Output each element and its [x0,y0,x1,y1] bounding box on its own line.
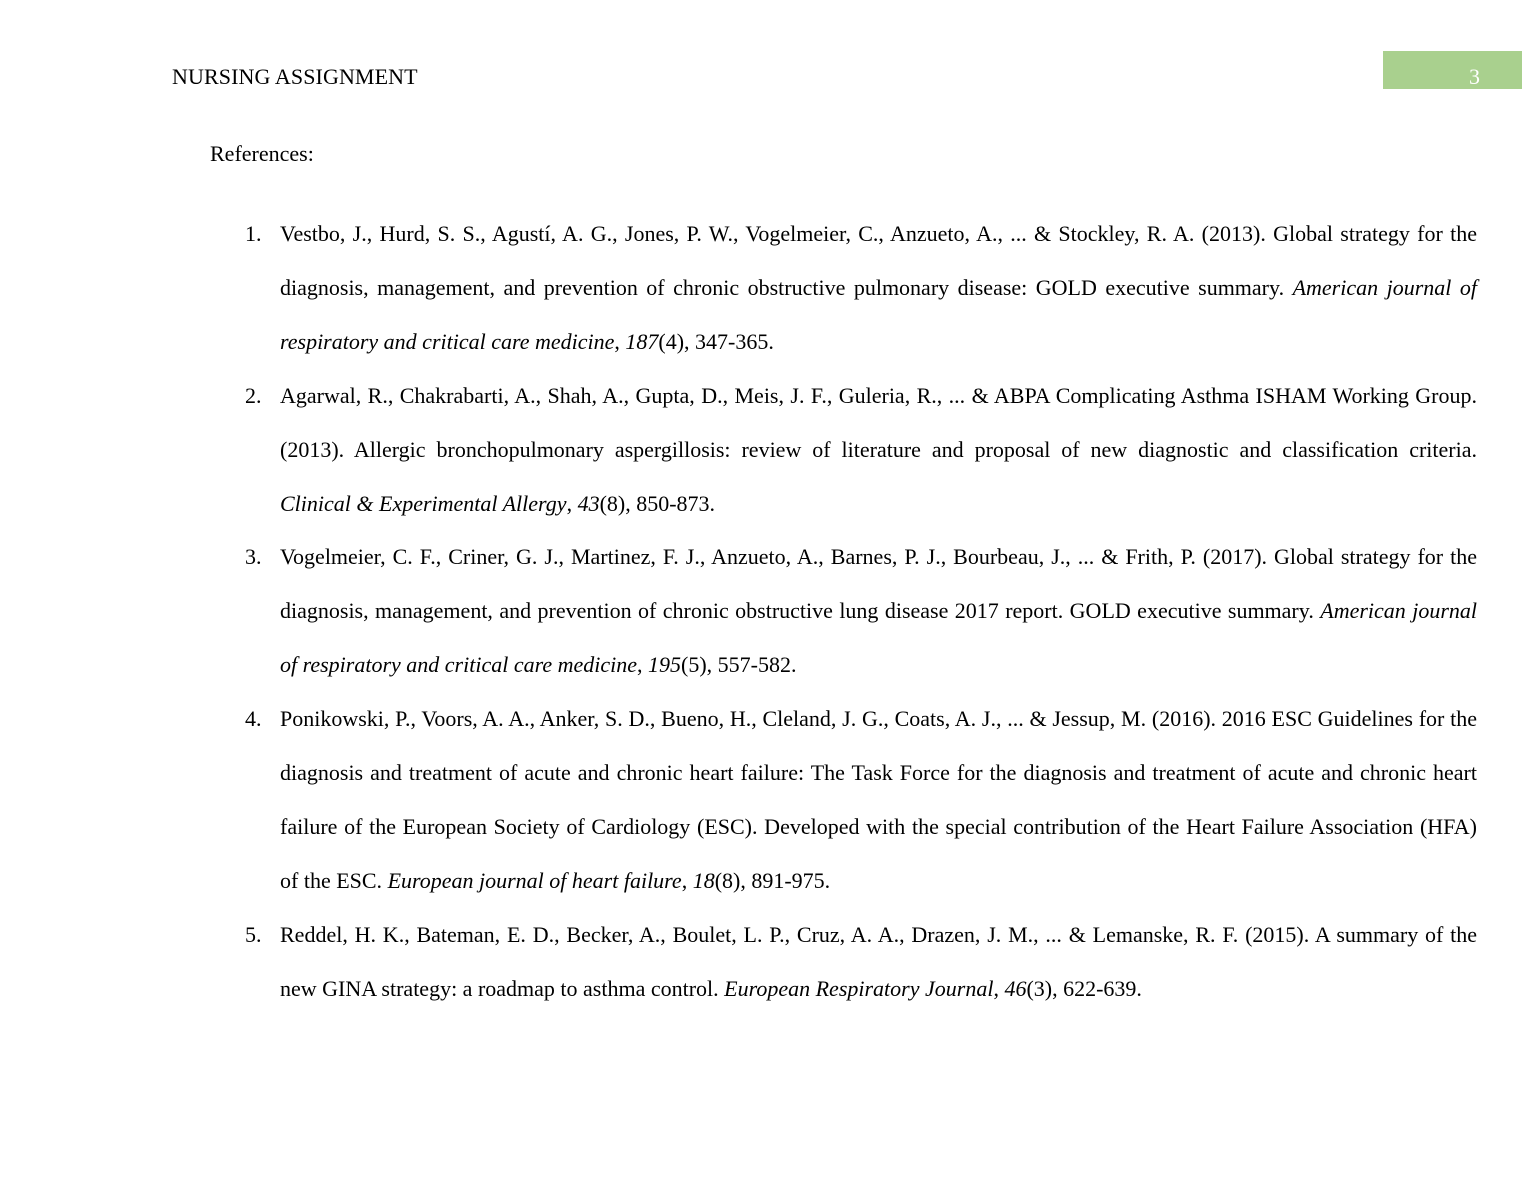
reference-authors-title: Reddel, H. K., Bateman, E. D., Becker, A., Boulet, L. P., Cruz, A. A., Drazen, J. M., ... & Lemanske, R. F. (2015). A summary of the new GINA strategy: a roadmap to asthma control. [280,921,1477,1001]
reference-volume: 43 [577,490,600,516]
references-heading: References: [210,141,314,166]
reference-journal: Clinical & Experimental Allergy [280,490,567,516]
reference-authors-title: Vogelmeier, C. F., Criner, G. J., Martinez, F. J., Anzueto, A., Barnes, P. J., Bourbeau, J., ... & Frith, P. (2017). Global strategy for the diagnosis, management, and prevention of chronic obstructive lung disease 2017 report. GOLD executive summary. [280,544,1477,624]
reference-authors-title: Vestbo, J., Hurd, S. S., Agustí, A. G., Jones, P. W., Vogelmeier, C., Anzueto, A., ... & Stockley, R. A. (2013). Global strategy for the diagnosis, management, and prevention of chronic obstructive pulmonary disease: GOLD executive summary. [280,221,1477,300]
reference-number: 2. [245,382,262,408]
reference-volume: 195 [648,652,682,678]
reference-journal: European Respiratory Journal [724,975,994,1001]
reference-issue-pages: (3), 622-639. [1026,975,1142,1001]
reference-journal: European journal of heart failure [387,867,682,893]
reference-separator: , [614,328,626,354]
reference-number: 1. [245,221,262,246]
reference-issue-pages: (8), 891-975. [714,867,831,893]
reference-authors-title: Ponikowski, P., Voors, A. A., Anker, S. D., Bueno, H., Cleland, J. G., Coats, A. J., ... & Jessup, M. (2016). 2016 ESC Guidelines for the diagnosis and treatment of acute and chronic heart failure: The Task Force for the diagnosis and treatment of acute and chronic heart failure of the European Society of Cardiology (ESC). Developed with the special contribution of the Heart Failure Association (HFA) of the ESC. [280,706,1477,893]
running-head: NURSING ASSIGNMENT [172,64,418,89]
reference-separator: , [993,975,1005,1001]
reference-list [245,207,1477,1016]
reference-item-3 [245,530,1477,692]
reference-separator: , [637,652,649,678]
reference-issue-pages: (8), 850-873. [599,490,716,516]
reference-item-1 [245,207,1477,369]
reference-item-2 [245,369,1477,531]
reference-item-4 [245,692,1477,908]
reference-issue-pages: (5), 557-582. [681,652,797,678]
reference-volume: 18 [692,867,715,893]
reference-journal: American journal of respiratory and critical care medicine [280,598,1477,678]
reference-issue-pages: (4), 347-365. [658,328,774,354]
reference-separator: , [681,867,693,893]
page-number: 3 [1469,64,1480,89]
reference-authors-title: Agarwal, R., Chakrabarti, A., Shah, A., Gupta, D., Meis, J. F., Guleria, R., ... & ABPA Complicating Asthma ISHAM Working Group. (2013). Allergic bronchopulmonary aspergillosis: review of literature and proposal of new diagnostic and classification criteria. [280,382,1477,462]
reference-volume: 187 [625,328,659,354]
reference-item-5 [245,908,1477,1016]
reference-number: 3. [245,544,262,570]
reference-volume: 46 [1004,975,1027,1001]
reference-number: 4. [245,706,262,732]
reference-number: 5. [245,921,262,947]
page-number-box [1383,51,1522,89]
reference-journal: American journal of respiratory and critical care medicine [280,274,1477,354]
reference-separator: , [566,490,578,516]
